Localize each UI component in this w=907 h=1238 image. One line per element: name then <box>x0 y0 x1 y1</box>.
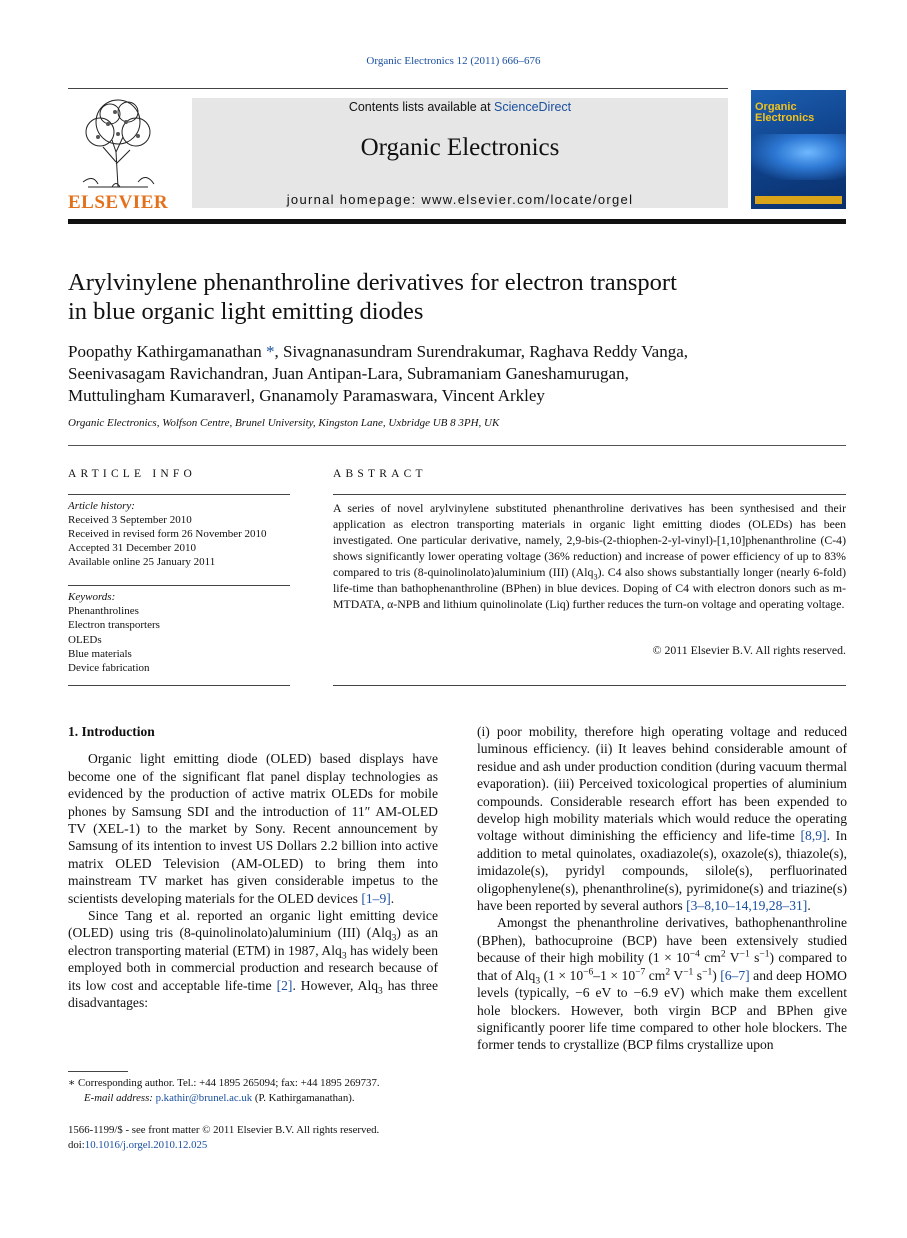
journal-header-box <box>192 98 728 208</box>
section-heading: 1. Introduction <box>68 724 155 739</box>
journal-reference[interactable]: Organic Electronics 12 (2011) 666–676 <box>366 55 541 67</box>
text-run: has three disadvantages: <box>68 977 438 1011</box>
abstract-text <box>333 500 846 612</box>
body-column-right <box>477 723 847 1054</box>
contents-prefix: Contents lists available at <box>348 100 495 114</box>
article-title <box>68 268 828 326</box>
text-run: s <box>749 950 760 966</box>
text-run: V <box>670 967 684 983</box>
keyword: Phenanthrolines <box>68 605 139 618</box>
subscript: 3 <box>378 986 383 997</box>
text-run: . However, Alq <box>292 977 379 993</box>
authors-line1 <box>68 341 848 363</box>
superscript: −1 <box>739 949 750 960</box>
cover-title <box>755 102 814 124</box>
history-revised: Received in revised form 26 November 2010 <box>68 528 267 540</box>
abstract-label: ABSTRACT <box>333 468 427 480</box>
article-info-rule <box>68 494 290 495</box>
subscript: 3 <box>341 951 347 962</box>
superscript: −1 <box>759 949 770 960</box>
cover-title-line1: Organic <box>755 101 797 113</box>
subscript: 3 <box>535 976 541 987</box>
cover-title-line2: Electronics <box>755 112 815 124</box>
authors-line1-rest: , Sivagnanasundram Surendrakumar, Raghava Reddy Vanga, <box>274 342 688 361</box>
citation-link[interactable]: [2] <box>276 977 293 993</box>
affiliation-rule <box>68 445 846 446</box>
keywords <box>68 590 298 675</box>
text-run: s <box>693 967 703 983</box>
abstract-rule <box>333 494 846 495</box>
superscript: −1 <box>683 967 694 978</box>
sciencedirect-link[interactable]: ScienceDirect <box>494 100 572 114</box>
abstract-text-part: ). C4 also shows substantially longer (nearly 6-fold) life-time than bathophenanthroline (BPhen) in blue devices. Doping of C4 with electron donors such as m-MTDATA, α-NPB and lithium quinolinolate (Liq) further reduces the turn-on voltage and operating voltage. <box>333 565 847 611</box>
citation-link[interactable]: [8,9] <box>800 828 827 844</box>
publisher-name: ELSEVIER <box>68 192 169 213</box>
journal-homepage[interactable]: journal homepage: www.elsevier.com/locate/orgel <box>286 192 634 207</box>
corresponding-marker[interactable]: * <box>261 342 275 361</box>
history-rule <box>68 585 290 586</box>
keyword: Blue materials <box>68 647 132 660</box>
subscript: 3 <box>593 572 598 582</box>
text-run: . <box>807 898 811 914</box>
authors-line2: Seenivasagam Ravichandran, Juan Antipan-Lara, Subramaniam Ganeshamurugan, <box>68 364 629 383</box>
superscript: 2 <box>720 949 726 960</box>
text-run: has widely been employed both in commercial production and research because of its low cost and acceptable life-time <box>68 942 438 993</box>
email-note <box>68 1091 440 1106</box>
doi-link[interactable]: 10.1016/j.orgel.2010.12.025 <box>84 1139 208 1151</box>
superscript: −6 <box>583 967 594 978</box>
header-bottom-rule <box>68 219 846 224</box>
corresponding-author-note: ∗ Corresponding author. Tel.: +44 1895 265094; fax: +44 1895 269737. <box>68 1077 380 1089</box>
bottom-metadata <box>68 1123 440 1153</box>
text-run: cm <box>645 967 666 983</box>
footnote <box>68 1076 440 1106</box>
citation-link[interactable]: [3–8,10–14,19,28–31] <box>686 898 808 914</box>
superscript: −7 <box>635 967 646 978</box>
text-run: (1 × 10 <box>540 967 584 983</box>
text-run: and deep HOMO levels (typically, −6 eV to −6.9 eV) which make them excellent hole blockers. However, both virgin BCP and BPhen give significantly poorer life time compared to other hole blockers. The former tends to crystallize (BCP films crystallize upon <box>477 967 847 1053</box>
doi-line <box>68 1138 440 1153</box>
abstract-bottom-rule <box>333 685 846 686</box>
history-online: Available online 25 January 2011 <box>68 556 216 568</box>
citation-link[interactable]: [1–9] <box>361 890 391 906</box>
text-run: –1 × 10 <box>593 967 636 983</box>
doi-label: doi: <box>68 1139 85 1151</box>
text-run: . In addition to metal quinolates, oxadiazole(s), oxazole(s), thiazole(s), imidazole(s), pyridyl compounds, silole(s), perfluorinated oligophenylene(s), phenanthroline(s), pyrimidone(s) and triazine(s) have been reported by several authors <box>477 828 847 914</box>
text-run: ) <box>712 967 721 983</box>
article-history <box>68 499 298 569</box>
author-corresponding: Poopathy Kathirgamanathan <box>68 342 262 361</box>
footnote-rule <box>68 1071 128 1072</box>
keyword: Electron transporters <box>68 619 160 632</box>
text-run: . <box>390 890 395 906</box>
article-info-label: ARTICLE INFO <box>68 468 196 480</box>
text-run: V <box>725 950 740 966</box>
text-run: cm <box>699 950 721 966</box>
text-run: Organic light emitting diode (OLED) based displays have become one of the significant flat panel display technologies as evidenced by the production of active matrix OLEDs for mobile phones by Samsung SDI and the introduction of 11″ AM-OLED TV (XEL-1) to the market by Sony. Recent announcement by Samsung of its intention to invest US Dollars 2.2 billion into active matrix OLED Television (AM-OLED) to bring them into mainstream TV market has given considerable impetus to the scientists developing materials for the OLED devices <box>68 751 438 906</box>
citation-link[interactable]: [6–7] <box>720 967 750 983</box>
history-label: Article history: <box>68 500 135 512</box>
keywords-rule <box>68 685 290 686</box>
superscript: −1 <box>702 967 713 978</box>
contents-line <box>192 100 728 114</box>
authors-line3: Muttulingham Kumaraverl, Gnanamoly Paramaswara, Vincent Arkley <box>68 386 545 405</box>
text-run: Amongst the phenanthroline derivatives, bathophenanthroline (BPhen), bathocuproine (BCP) have been extensively studied because of their high mobility (1 × 10 <box>477 915 847 966</box>
journal-name: Organic Electronics <box>360 134 560 161</box>
text-run: ) as an electron transporting material (ETM) in 1987, Alq <box>68 925 438 958</box>
cover-graphic <box>751 134 846 180</box>
text-run: (i) poor mobility, therefore high operating voltage and reduced luminous efficiency. (ii) It leaves behind considerable amount of residue and ash under production condition (during vacuum thermal evaporation). (iii) Perceived toxicological properties of aluminium compounds. Considerable research effort has been expended to develop high mobility materials which would reduce the operating voltage without diminishing the efficiency and life-time <box>477 724 847 844</box>
paragraph <box>477 723 847 914</box>
text-run: ) compared to that of Alq <box>477 950 847 983</box>
paragraph <box>477 914 847 1053</box>
text-run: Since Tang et al. reported an organic light emitting device (OLED) using tris (8-quinolinolato)aluminium (III) (Alq <box>68 908 438 941</box>
journal-header <box>68 88 846 224</box>
keywords-label: Keywords: <box>68 591 116 603</box>
history-received: Received 3 September 2010 <box>68 514 192 526</box>
history-accepted: Accepted 31 December 2010 <box>68 542 196 554</box>
journal-cover-image[interactable] <box>751 90 846 209</box>
abstract-copyright: © 2011 Elsevier B.V. All rights reserved. <box>652 643 846 657</box>
header-top-rule <box>68 88 728 89</box>
author-list <box>68 341 848 407</box>
article-title-line2: in blue organic light emitting diodes <box>68 298 424 325</box>
superscript: 2 <box>665 967 671 978</box>
cover-strip <box>755 196 842 204</box>
subscript: 3 <box>391 934 397 945</box>
article-title-line1: Arylvinylene phenanthroline derivatives for electron transport <box>68 269 677 296</box>
body-column-left <box>68 723 438 1012</box>
abstract-text-part: A series of novel arylvinylene substituted phenanthroline derivatives has been synthesised and their application as electron transporting materials in organic light emitting diodes (OLEDs) has been investigated. One particular derivative, namely, 2,9-bis-(2-thiophen-2-yl-vinyl)-[1,10]phenanthroline (C-4) shows significantly lower operating voltage (36% reduction) and increase of power efficiency of up to 83% compared to tris (8-quinolinolato)aluminium (III) (Alq <box>333 501 846 579</box>
email-suffix: (P. Kathirgamanathan). <box>252 1092 355 1104</box>
superscript: −4 <box>689 949 700 960</box>
paragraph <box>68 907 438 1011</box>
paragraph <box>68 750 438 907</box>
affiliation: Organic Electronics, Wolfson Centre, Brunel University, Kingston Lane, Uxbridge UB 8 3PH, UK <box>68 417 500 429</box>
keyword: Device fabrication <box>68 662 150 675</box>
keyword: OLEDs <box>68 633 102 646</box>
issn-line: 1566-1199/$ - see front matter © 2011 Elsevier B.V. All rights reserved. <box>68 1124 380 1136</box>
email-label: E-mail address: <box>84 1092 156 1104</box>
email-link[interactable]: p.kathir@brunel.ac.uk <box>155 1092 253 1104</box>
